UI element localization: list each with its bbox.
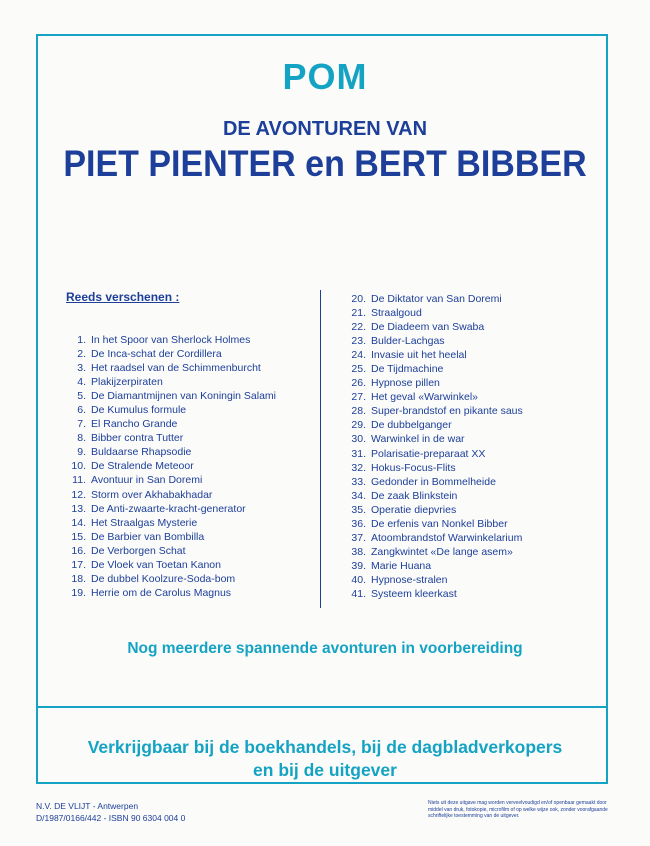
album-title: Systeem kleerkast [371, 587, 457, 600]
album-number: 33. [351, 475, 366, 488]
more-in-preparation: Nog meerdere spannende avonturen in voorbereiding [127, 640, 523, 657]
album-number: 38. [351, 545, 366, 558]
album-number: 16. [71, 544, 86, 557]
album-list-item [346, 292, 523, 306]
album-title: Avontuur in San Doremi [91, 474, 203, 487]
album-list-item [66, 347, 276, 361]
album-list-right [346, 292, 523, 601]
album-number: 36. [351, 517, 366, 530]
album-list-item [346, 517, 523, 531]
album-number: 3. [77, 362, 86, 375]
album-number: 23. [351, 335, 366, 348]
album-list-item [346, 376, 523, 390]
album-title: De Inca-schat der Cordillera [91, 348, 222, 361]
album-title: Het geval «Warwinkel» [371, 391, 478, 404]
album-title: Super-brandstof en pikante saus [371, 405, 523, 418]
availability-line-1: Verkrijgbaar bij de boekhandels, bij de dagbladverkopers [87, 737, 563, 757]
album-number: 29. [351, 419, 366, 432]
album-list-item [66, 361, 276, 375]
album-title: Storm over Akhabakhadar [91, 488, 213, 501]
album-title: De dubbel Koolzure-Soda-bom [91, 572, 236, 585]
album-title: Bulder-Lachgas [371, 335, 445, 348]
album-list-item [66, 417, 276, 431]
album-list-item [346, 306, 523, 320]
album-title: Warwinkel in de war [371, 433, 465, 446]
album-number: 7. [77, 418, 86, 431]
album-title: Zangkwintet «De lange asem» [371, 545, 513, 558]
availability-notice [0, 736, 650, 782]
album-title: De zaak Blinkstein [371, 489, 458, 502]
album-list-item [66, 375, 276, 389]
album-title: Gedonder in Bommelheide [371, 475, 496, 488]
album-title: Bibber contra Tutter [91, 432, 184, 445]
album-number: 10. [71, 460, 86, 473]
album-list-item [346, 475, 523, 489]
album-number: 37. [351, 531, 366, 544]
copyright-notice: Niets uit deze uitgave mag worden verveelvoudigd en/of openbaar gemaakt door middel van druk, fotokopie, microfilm of op welke wijze ook, zonder voorafgaande schriftelijke toestemming van de uitgever. [428, 800, 608, 819]
album-list-item [66, 558, 276, 572]
album-title: De Diktator van San Doremi [371, 293, 502, 305]
album-list-item [66, 572, 276, 586]
publisher-name: N.V. DE VLIJT - Antwerpen [36, 801, 139, 811]
album-number: 28. [351, 405, 366, 418]
album-list-item [66, 403, 276, 417]
album-title: Herrie om de Carolus Magnus [91, 586, 232, 599]
album-number: 13. [71, 502, 86, 515]
album-list-item [66, 389, 276, 403]
album-number: 24. [351, 349, 366, 362]
album-title: El Rancho Grande [91, 418, 178, 431]
album-list-item [346, 559, 523, 573]
album-title: In het Spoor van Sherlock Holmes [91, 334, 251, 346]
album-list-item [66, 544, 276, 558]
album-number: 1. [77, 334, 86, 346]
album-title: Het raadsel van de Schimmenburcht [91, 362, 261, 375]
album-list-item [346, 461, 523, 475]
availability-line-2: en bij de uitgever [253, 760, 397, 780]
album-title: De Anti-zwaarte-kracht-generator [91, 502, 246, 515]
album-list-left [66, 333, 276, 600]
album-title: De Barbier van Bombilla [91, 530, 205, 543]
album-number: 19. [71, 586, 86, 599]
album-title: Marie Huana [371, 559, 432, 572]
album-list-item [346, 432, 523, 446]
album-title: Atoombrandstof Warwinkelarium [371, 531, 523, 544]
album-number: 40. [351, 573, 366, 586]
album-number: 32. [351, 461, 366, 474]
album-number: 8. [77, 432, 86, 445]
album-title: De Tijdmachine [371, 363, 444, 376]
album-list-item [66, 586, 276, 600]
album-number: 39. [351, 559, 366, 572]
album-number: 35. [351, 503, 366, 516]
album-title: Polarisatie-preparaat XX [371, 447, 486, 460]
album-title: Invasie uit het heelal [371, 349, 467, 362]
album-title: De dubbelganger [371, 419, 452, 432]
album-list-item [346, 489, 523, 503]
column-divider [320, 290, 321, 608]
album-list-item [346, 587, 523, 601]
album-number: 41. [351, 587, 366, 600]
album-number: 2. [77, 348, 86, 361]
series-logo: POM [282, 56, 368, 97]
album-title: Plakijzerpiraten [91, 376, 163, 389]
album-title: De Diadeem van Swaba [371, 321, 485, 334]
album-number: 31. [351, 447, 366, 460]
album-list-item [66, 530, 276, 544]
album-list-item [346, 545, 523, 559]
album-number: 34. [351, 489, 366, 502]
album-title: De erfenis van Nonkel Bibber [371, 517, 508, 530]
album-list-item [346, 404, 523, 418]
album-title: De Vloek van Toetan Kanon [91, 558, 221, 571]
album-title: De Kumulus formule [91, 404, 187, 417]
album-title: Hypnose pillen [371, 377, 440, 390]
album-number: 17. [71, 558, 86, 571]
album-number: 5. [77, 390, 86, 403]
album-number: 18. [71, 572, 86, 585]
album-number: 11. [72, 474, 86, 487]
album-list-item [66, 516, 276, 530]
album-number: 22. [351, 321, 366, 334]
album-title: Straalgoud [371, 307, 422, 320]
album-title: Hokus-Focus-Flits [371, 461, 456, 474]
isbn-line: D/1987/0166/442 - ISBN 90 6304 004 0 [36, 813, 186, 823]
album-title: Hypnose-stralen [371, 573, 448, 586]
album-list-item [346, 390, 523, 404]
album-number: 25. [351, 363, 366, 376]
album-list-item [346, 573, 523, 587]
album-number: 12. [71, 488, 86, 501]
album-list-item [346, 334, 523, 348]
album-number: 26. [351, 377, 366, 390]
album-title: Het Straalgas Mysterie [91, 516, 198, 529]
album-number: 27. [351, 391, 366, 404]
album-number: 6. [77, 404, 86, 417]
album-title: Buldaarse Rhapsodie [91, 446, 192, 459]
album-list-item [66, 473, 276, 487]
album-list-item [346, 348, 523, 362]
album-title: Operatie diepvries [371, 503, 457, 516]
album-number: 4. [77, 376, 86, 389]
album-list-item [346, 362, 523, 376]
list-heading: Reeds verschenen : [66, 290, 180, 304]
album-list-item [346, 503, 523, 517]
album-list-item [346, 418, 523, 432]
series-subtitle: DE AVONTUREN VAN [222, 118, 428, 140]
album-list-item [66, 431, 276, 445]
album-number: 9. [77, 446, 86, 459]
album-title: De Diamantmijnen van Koningin Salami [91, 390, 277, 403]
album-list-item [66, 333, 276, 347]
album-number: 15. [71, 530, 86, 543]
publisher-info [36, 800, 185, 824]
album-number: 20. [351, 293, 366, 305]
album-number: 14. [71, 516, 86, 529]
album-list-item [346, 447, 523, 461]
album-list-item [66, 459, 276, 473]
album-number: 21. [351, 307, 366, 320]
album-title: De Stralende Meteoor [91, 460, 194, 473]
album-list-item [346, 531, 523, 545]
album-list-item [346, 320, 523, 334]
album-list-item [66, 445, 276, 459]
album-title: De Verborgen Schat [91, 544, 186, 557]
album-list-item [66, 502, 276, 516]
series-title: PIET PIENTER en BERT BIBBER [63, 143, 587, 185]
horizontal-rule [38, 706, 606, 708]
album-number: 30. [351, 433, 366, 446]
album-list-item [66, 488, 276, 502]
